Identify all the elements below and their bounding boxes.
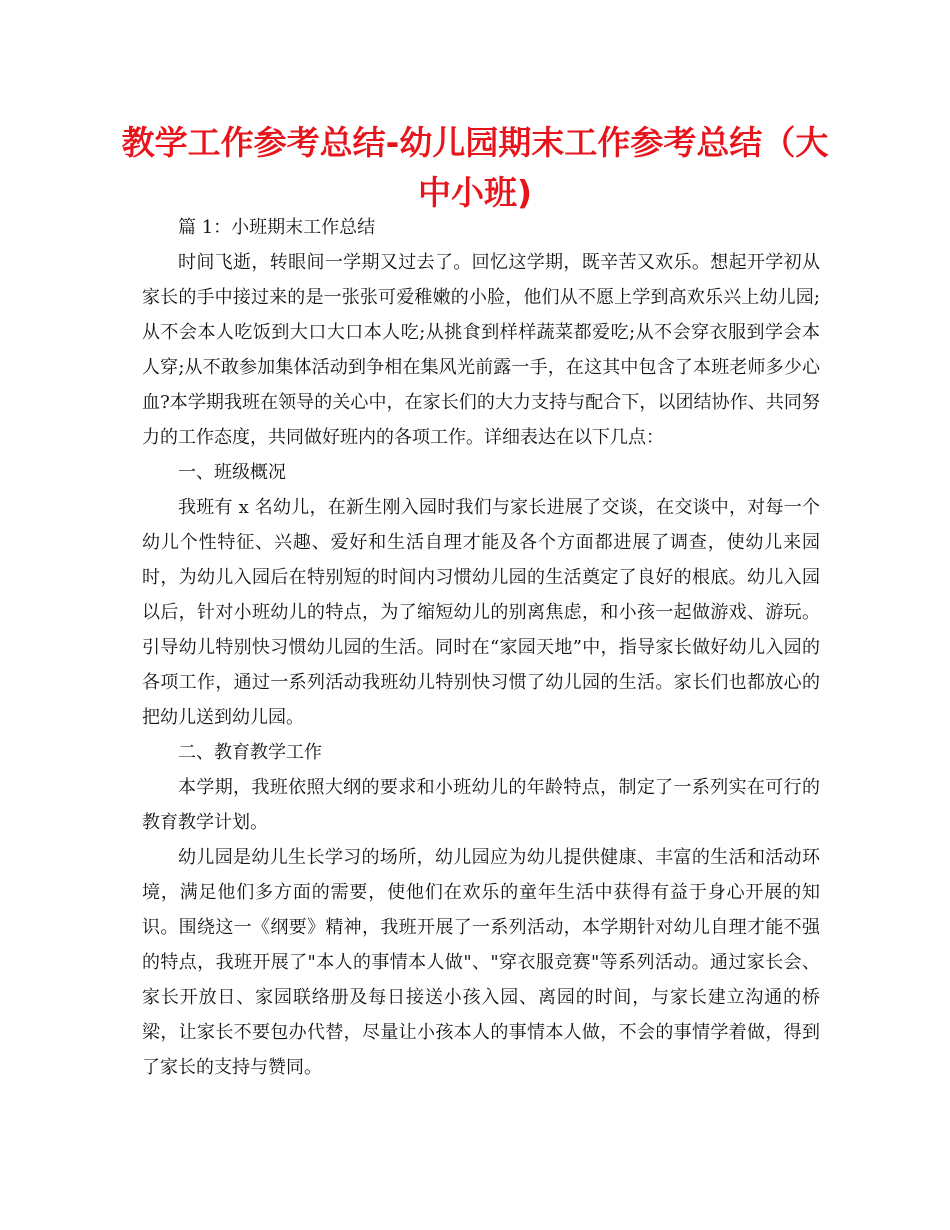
section-heading-class-overview: 一、班级概况 bbox=[178, 462, 286, 483]
activities-paragraph: 幼儿园是幼儿生长学习的场所，幼儿园应为幼儿提供健康、丰富的生活和活动环境，满足他们多方面的需要，使他们在欢乐的童年生活中获得有益于身心开展的知识。围绕这一《纲要》精神，我班开展了一系列活动，本学期针对幼儿自理才能不强的特点，我班开展了"本人的事情本人做"、"穿衣服竞赛"等系列活动。通过家长会、家长开放日、家园联络册及每日接送小孩入园、离园的时间，与家长建立沟通的桥梁，让家长不要包办代替，尽量让小孩本人的事情本人做，不会的事情学着做，得到了家长的支持与赞同。 bbox=[142, 847, 820, 1078]
class-overview-paragraph: 我班有 x 名幼儿，在新生刚入园时我们与家长进展了交谈，在交谈中，对每一个幼儿个性特征、兴趣、爱好和生活自理才能及各个方面都进展了调查，使幼儿来园时，为幼儿入园后在特别短的时间内习惯幼儿园的生活奠定了良好的根底。幼儿入园以后，针对小班幼儿的特点，为了缩短幼儿的别离焦虑，和小孩一起做游戏、游玩。引导幼儿特别快习惯幼儿园的生活。同时在“家园天地”中，指导家长做好幼儿入园的各项工作，通过一系列活动我班幼儿特别快习惯了幼儿园的生活。家长们也都放心的把幼儿送到幼儿园。 bbox=[142, 497, 820, 728]
intro-paragraph: 时间飞逝，转眼间一学期又过去了。回忆这学期，既辛苦又欢乐。想起开学初从家长的手中接过来的是一张张可爱稚嫩的小脸，他们从不愿上学到高欢乐兴上幼儿园;从不会本人吃饭到大口大口本人吃;从挑食到样样蔬菜都爱吃;从不会穿衣服到学会本人穿;从不敢参加集体活动到争相在集风光前露一手，在这其中包含了本班老师多少心血?本学期我班在领导的关心中，在家长们的大力支持与配合下，以团结协作、共同努力的工作态度，共同做好班内的各项工作。详细表达在以下几点： bbox=[142, 252, 820, 448]
section-heading-teaching-work: 二、教育教学工作 bbox=[178, 742, 322, 763]
section-heading-class-1: 篇 1：小班期末工作总结 bbox=[178, 217, 376, 238]
teaching-plan-paragraph: 本学期，我班依照大纲的要求和小班幼儿的年龄特点，制定了一系列实在可行的教育教学计划。 bbox=[142, 777, 820, 833]
document-body bbox=[142, 210, 820, 1085]
document-title: 教学工作参考总结-幼儿园期末工作参考总结（大中小班) bbox=[121, 123, 829, 212]
